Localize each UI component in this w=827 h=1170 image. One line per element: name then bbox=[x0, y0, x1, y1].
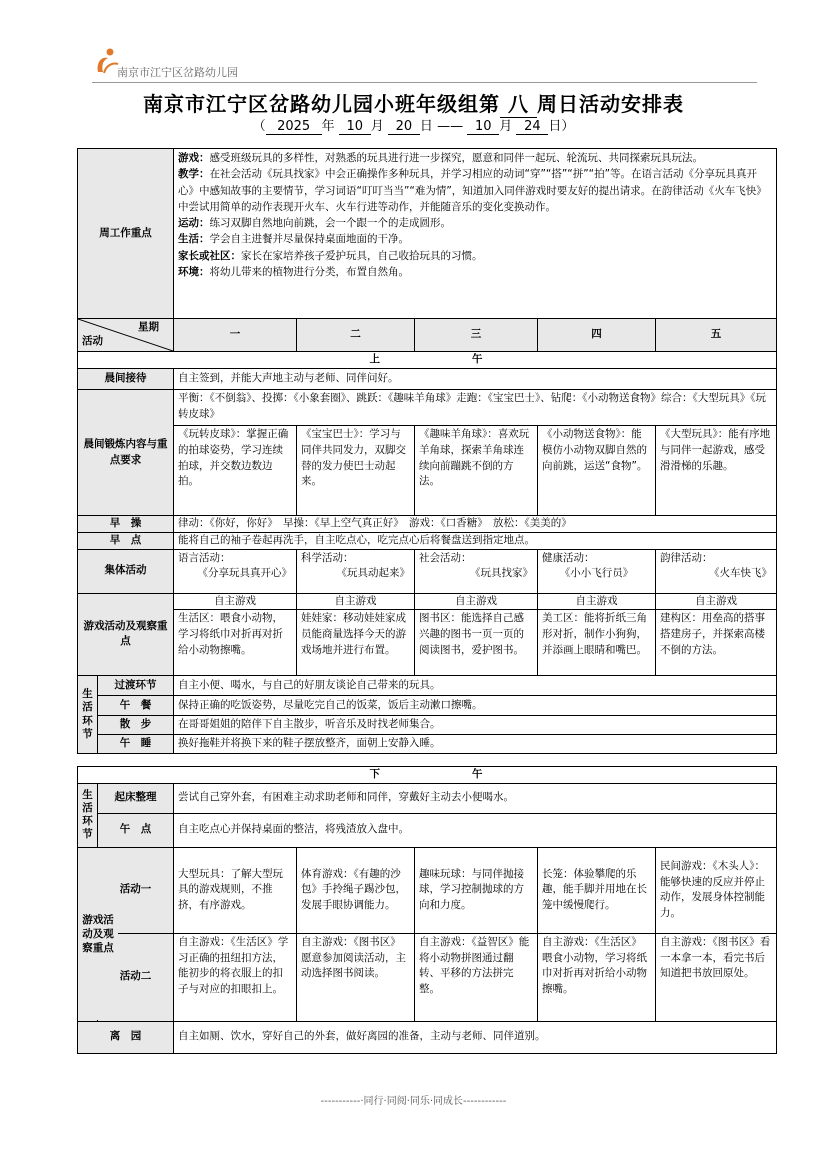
pm-act2-fri: 自主游戏：《图书区》看一本拿一本，看完书后知道把书放回原处。 bbox=[656, 933, 777, 1021]
pm-act2-tue: 自主游戏：《图书区》愿意参加阅读活动，主动选择图书阅读。 bbox=[297, 933, 415, 1021]
pm-act2-wed: 自主游戏：《益智区》能将小动物拼图通过翻转、平移的方法拼完整。 bbox=[415, 933, 538, 1021]
life-am-label-transition: 过渡环节 bbox=[98, 676, 174, 696]
header-school-name: 南京市江宁区岔路幼儿园 bbox=[117, 66, 238, 79]
weekly-focus-label: 周工作重点 bbox=[78, 149, 174, 319]
game-heading-thu: 自主游戏 bbox=[538, 593, 656, 610]
life-pm-label-wakeup: 起床整理 bbox=[98, 783, 174, 813]
weekday-activity-corner: 星期 活动 bbox=[78, 319, 174, 352]
morning-section-title: 上 午 bbox=[78, 352, 777, 369]
arrival-content: 自主签到，并能大声地主动与老师、同伴问好。 bbox=[174, 369, 777, 390]
life-am-side-label: 生活环节 bbox=[78, 676, 98, 754]
pm-act2-thu: 自主游戏：《生活区》喂食小动物，学习将纸巾对折再对折给小动物擦嘴。 bbox=[538, 933, 656, 1021]
morning-schedule-table bbox=[77, 148, 777, 754]
group-activity-thu: 健康活动： 《小小飞行员》 bbox=[538, 549, 656, 593]
page-title: 南京市江宁区岔路幼儿园小班年级组第 八 周日活动安排表 bbox=[0, 88, 827, 118]
morning-exercise-wed: 《趣味羊角球》：喜欢玩羊角球，探索羊角球连续向前蹦跳不倒的方法。 bbox=[415, 426, 538, 516]
morning-exercise-label: 晨间锻炼内容与重点要求 bbox=[78, 390, 174, 516]
leave-label: 离 园 bbox=[78, 1021, 174, 1053]
breakfast-label: 早 点 bbox=[78, 532, 174, 549]
school-logo-icon bbox=[92, 46, 120, 76]
pm-act2-mon: 自主游戏：《生活区》学习正确的扭纽扣方法，能初步的将衣服上的扣子与对应的扣眼扣上。 bbox=[174, 933, 297, 1021]
pm-act1-mon: 大型玩具：了解大型玩具的游戏规则，不推挤，有序游戏。 bbox=[174, 847, 297, 933]
game-activity-fri: 建构区：用垒高的搭事搭建房子，并探索高楼不倒的方法。 bbox=[656, 610, 777, 676]
game-activity-tue: 娃娃家：移动娃娃家成员能商量选择今天的游戏场地并进行布置。 bbox=[297, 610, 415, 676]
pm-act1-wed: 趣味玩球：与同伴抛接球，学习控制抛球的方向和力度。 bbox=[415, 847, 538, 933]
game-heading-fri: 自主游戏 bbox=[656, 593, 777, 610]
game-activity-wed: 图书区：能选择自己感兴趣的图书一页一页的阅读图书，爱护图书。 bbox=[415, 610, 538, 676]
game-activity-mon: 生活区：喂食小动物，学习将纸巾对折再对折给小动物擦嘴。 bbox=[174, 610, 297, 676]
pm-act1-thu: 长笼：体验攀爬的乐趣，能手脚并用地在长笼中缓慢爬行。 bbox=[538, 847, 656, 933]
weekly-focus-content: 游戏：感受班级玩具的多样性，对熟悉的玩具进行进一步探究，愿意和同伴一起玩、轮流玩、共同探索玩具玩法。 教学：在社会活动《玩具找家》中会正确操作多种玩具，并学习相应的动词“穿”“搭”“拼”“拍”等。在语言活动《分享玩具真开心》中感知故事的主要情节，学习词语“叮叮当当”“难为情”，知道加入同伴游戏时要友好的提出请求。在韵律活动《火车飞快》中尝试用简单的动作表现开火车、火车行进等动作，并能随音乐的变化变换动作。 运动：练习双脚自然地向前跳，会一个跟一个的走成圆形。 生活：学会自主进餐并尽量保持桌面地面的干净。 家长或社区：家长在家培养孩子爱护玩具，自己收拾玩具的习惯。 环境：将幼儿带来的植物进行分类，布置自然角。 bbox=[174, 149, 777, 319]
arrival-label: 晨间接待 bbox=[78, 369, 174, 390]
weekday-wed: 三 bbox=[415, 319, 538, 352]
life-am-text-lunch: 保持正确的吃饭姿势，尽量吃完自己的饭菜，饭后主动漱口擦嘴。 bbox=[174, 696, 777, 716]
header-divider bbox=[92, 82, 757, 83]
week-number: 八 bbox=[500, 88, 537, 118]
group-activity-fri: 韵律活动： 《火车快飞》 bbox=[656, 549, 777, 593]
afternoon-section-title: 下 午 bbox=[78, 767, 777, 784]
date-range: （ 2025 年 10 月 20 日 —— 10 月 24 日） bbox=[252, 119, 575, 134]
life-pm-label-snack: 午 点 bbox=[98, 813, 174, 847]
morning-exercise-mon: 《玩转皮球》：掌握正确的拍球姿势，学习连续拍球，并交数边数边拍。 bbox=[174, 426, 297, 516]
group-activity-wed: 社会活动： 《玩具找家》 bbox=[415, 549, 538, 593]
pm-act2-label: 活动二 bbox=[98, 933, 174, 1021]
game-heading-mon: 自主游戏 bbox=[174, 593, 297, 610]
life-am-label-lunch: 午 餐 bbox=[98, 696, 174, 716]
morning-exercise-tue: 《宝宝巴士》：学习与同伴共同发力，双脚交替的发力使巴士动起来。 bbox=[297, 426, 415, 516]
life-am-text-transition: 自主小便、喝水，与自己的好朋友谈论自己带来的玩具。 bbox=[174, 676, 777, 696]
life-pm-text-snack: 自主吃点心并保持桌面的整洁，将残渣放入盘中。 bbox=[174, 813, 777, 847]
game-heading-wed: 自主游戏 bbox=[415, 593, 538, 610]
game-activity-thu: 美工区：能将折纸三角形对折，制作小狗狗，并添画上眼睛和嘴巴。 bbox=[538, 610, 656, 676]
game-activity-label: 游戏活动及观察重点 bbox=[78, 593, 174, 676]
weekday-thu: 四 bbox=[538, 319, 656, 352]
life-pm-side-label: 生活环节 bbox=[78, 783, 98, 847]
weekday-tue: 二 bbox=[297, 319, 415, 352]
group-activity-mon: 语言活动： 《分享玩具真开心》 bbox=[174, 549, 297, 593]
weekday-mon: 一 bbox=[174, 319, 297, 352]
pm-act1-label: 活动一 bbox=[98, 847, 174, 933]
breakfast-content: 能将自己的袖子卷起再洗手，自主吃点心，吃完点心后将餐盘送到指定地点。 bbox=[174, 532, 777, 549]
morning-exercise-overview: 平衡：《不倒翁》、投掷：《小象套圈》、跳跃：《趣味羊角球》走跑：《宝宝巴士》、钻爬：《小动物送食物》综合：《大型玩具》《玩转皮球》 bbox=[174, 390, 777, 426]
leave-content: 自主如厕、饮水，穿好自己的外套，做好离园的准备，主动与老师、同伴道别。 bbox=[174, 1021, 777, 1053]
afternoon-schedule-table bbox=[77, 766, 777, 1054]
morning-exercise-thu: 《小动物送食物》：能模仿小动物双脚自然的向前跳，运送“食物”。 bbox=[538, 426, 656, 516]
morning-exercise-fri: 《大型玩具》：能有序地与同伴一起游戏，感受滑滑梯的乐趣。 bbox=[656, 426, 777, 516]
life-am-label-walk: 散 步 bbox=[98, 716, 174, 735]
life-am-label-nap: 午 睡 bbox=[98, 735, 174, 754]
life-am-text-walk: 在哥哥姐姐的陪伴下自主散步，听音乐及时找老师集合。 bbox=[174, 716, 777, 735]
weekday-fri: 五 bbox=[656, 319, 777, 352]
footer-slogan: -----------·同行·同阅·同乐·同成长------------ bbox=[320, 1096, 507, 1107]
pm-act1-fri: 民间游戏：《木头人》：能够快速的反应并停止动作，发展身体控制能力。 bbox=[656, 847, 777, 933]
game-heading-tue: 自主游戏 bbox=[297, 593, 415, 610]
pm-act1-tue: 体育游戏：《有趣的沙包》手拎绳子踢沙包，发展手眼协调能力。 bbox=[297, 847, 415, 933]
morning-gym-content: 律动：《你好，你好》 早操：《早上空气真正好》 游戏：《口香糖》 放松：《美美的》 bbox=[174, 516, 777, 533]
pm-game-label: 游戏活动及观察重点 bbox=[78, 848, 118, 1020]
morning-gym-label: 早 操 bbox=[78, 516, 174, 533]
group-activity-tue: 科学活动： 《玩具动起来》 bbox=[297, 549, 415, 593]
life-am-text-nap: 换好拖鞋并将换下来的鞋子摆放整齐，面朝上安静入睡。 bbox=[174, 735, 777, 754]
life-pm-text-wakeup: 尝试自己穿外套，有困难主动求助老师和同伴，穿戴好主动去小便喝水。 bbox=[174, 783, 777, 813]
group-activity-label: 集体活动 bbox=[78, 549, 174, 593]
